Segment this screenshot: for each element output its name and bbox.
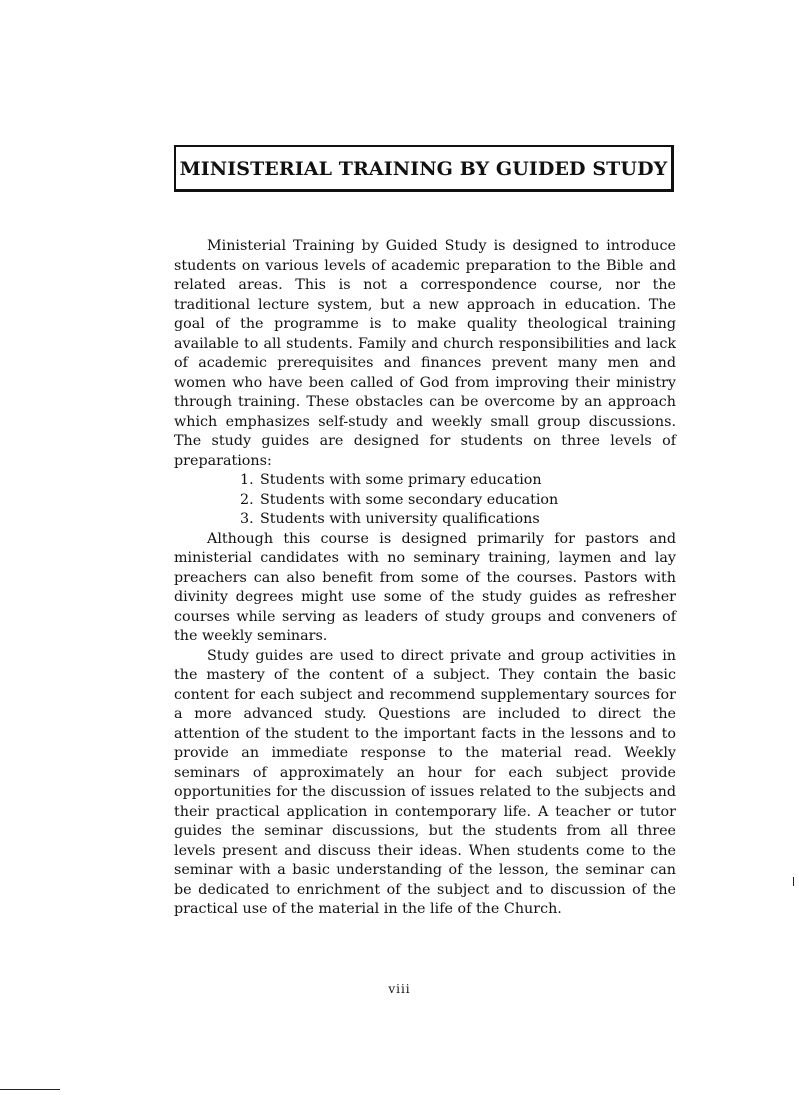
margin-mark bbox=[793, 877, 794, 886]
page-number: viii bbox=[388, 982, 411, 996]
title-box bbox=[174, 145, 674, 192]
list-item-text: Students with some primary education bbox=[260, 472, 542, 488]
page-title: MINISTERIAL TRAINING BY GUIDED STUDY bbox=[179, 158, 668, 180]
list-item bbox=[174, 471, 676, 491]
list-item-number: 3. bbox=[240, 511, 254, 527]
list-item-number: 1. bbox=[240, 472, 254, 488]
list-item-text: Students with university qualifications bbox=[260, 511, 540, 527]
list-item-number: 2. bbox=[240, 491, 254, 508]
levels-list bbox=[174, 471, 676, 530]
paragraph-study-guides: Study guides are used to direct private and group activities in the mastery of the content of a subject. They contain the basic content for each subject and recommend supplementary sources for a more advanced study. Questions are included to direct the attention of the student to the important facts in the lessons and to provide an immediate response to the material read. Weekly seminars of approximately an hour for each subject provide opportunities for the discussion of issues related to the subjects and their practical application in contemporary life. A teacher or tutor guides the seminar discussions, but the students from all three levels present and discuss their ideas. When students come to the seminar with a basic understanding of the lesson, the seminar can be dedicated to enrichment of the subject and to discussion of the practical use of the material in the life of the Church. bbox=[174, 647, 676, 917]
paragraph-audience: Although this course is designed primarily for pastors and ministerial candidates with no seminary training, laymen and lay preachers can also benefit from some of the courses. Pastors with divinity degrees might use some of the study guides as refresher courses while serving as leaders of study groups and conveners of the weekly seminars. bbox=[174, 530, 676, 644]
paragraph-intro: Ministerial Training by Guided Study is designed to introduce students on various levels of academic preparation to the Bible and related areas. This is not a correspondence course, nor the traditional lecture system, but a new approach in education. The goal of the programme is to make quality theological training available to all students. Family and church responsibilities and lack of academic prerequisites and finances prevent many men and women who have been called of God from improving their ministry through training. These obstacles can be overcome by an approach which emphasizes self-study and weekly small group discussions. The study guides are designed for students on three levels of preparations: bbox=[174, 238, 676, 469]
list-item-text: Students with some secondary education bbox=[260, 491, 559, 508]
bottom-rule bbox=[0, 1089, 60, 1090]
list-item bbox=[174, 491, 676, 511]
body-text bbox=[174, 237, 676, 920]
list-item bbox=[174, 510, 676, 530]
